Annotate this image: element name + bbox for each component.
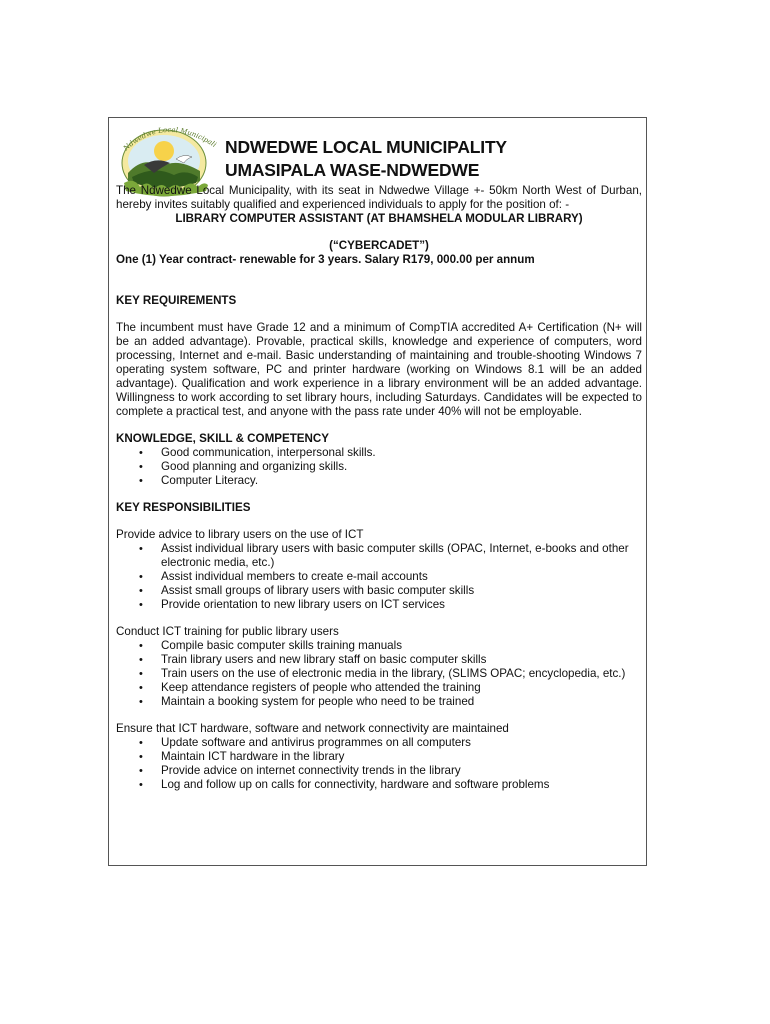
list-item: • Assist individual members to create e-mail accounts bbox=[161, 570, 642, 584]
key-responsibilities-heading: KEY RESPONSIBILITIES bbox=[116, 501, 251, 514]
list-item: • Train users on the use of electronic media in the library, (SLIMS OPAC; encyclopedia, etc.) bbox=[161, 667, 642, 681]
document-body bbox=[116, 184, 642, 792]
responsibility-section-intro: Conduct ICT training for public library users bbox=[116, 625, 339, 638]
list-item: • Log and follow up on calls for connectivity, hardware and software problems bbox=[161, 778, 642, 792]
key-requirements-text: The incumbent must have Grade 12 and a minimum of CompTIA accredited A+ Certification (N+ will be an added advantage). Provable, practical skills, knowledge and experience of computers, word processing, Internet and e-mail. Basic understanding of maintaining and trouble-shooting Windows 7 operating system software, PC and printer hardware (working on Windows 8.1 will be an added advantage). Qualification and work experience in a library environment will be an added advantage. Willingness to work according to set library hours, including Saturdays. Candidates will be expected to complete a practical test, and anyone with the pass rate under 40% will not be employable. bbox=[116, 321, 642, 418]
page-subtitle: UMASIPALA WASE-NDWEDWE bbox=[225, 160, 480, 180]
list-item: • Provide advice on internet connectivity trends in the library bbox=[161, 764, 642, 778]
position-nickname: (“CYBERCADET”) bbox=[329, 239, 429, 252]
responsibility-list bbox=[116, 639, 642, 709]
list-item: • Good communication, interpersonal skills. bbox=[161, 446, 642, 460]
position-title: LIBRARY COMPUTER ASSISTANT (AT BHAMSHELA MODULAR LIBRARY) bbox=[175, 212, 583, 225]
list-item: • Maintain ICT hardware in the library bbox=[161, 750, 642, 764]
list-item: • Train library users and new library staff on basic computer skills bbox=[161, 653, 642, 667]
list-item: • Compile basic computer skills training manuals bbox=[161, 639, 642, 653]
list-item: • Good planning and organizing skills. bbox=[161, 460, 642, 474]
list-item: • Computer Literacy. bbox=[161, 474, 642, 488]
responsibility-list bbox=[116, 736, 642, 792]
list-item: • Update software and antivirus programmes on all computers bbox=[161, 736, 642, 750]
list-item: • Assist small groups of library users with basic computer skills bbox=[161, 584, 642, 598]
list-item: • Provide orientation to new library users on ICT services bbox=[161, 598, 642, 612]
list-item: • Assist individual library users with basic computer skills (OPAC, Internet, e-books and other electronic media, etc.) bbox=[161, 542, 642, 570]
list-item: • Keep attendance registers of people who attended the training bbox=[161, 681, 642, 695]
list-item: • Maintain a booking system for people who need to be trained bbox=[161, 695, 642, 709]
knowledge-heading: KNOWLEDGE, SKILL & COMPETENCY bbox=[116, 432, 329, 445]
knowledge-list bbox=[116, 446, 642, 488]
intro-text: The Ndwedwe Local Municipality, with its seat in Ndwedwe Village +- 50km North West of Durban, hereby invites suitably qualified and experienced individuals to apply for the position of: - bbox=[116, 184, 642, 211]
key-requirements-heading: KEY REQUIREMENTS bbox=[116, 294, 237, 307]
svg-text:Ndwedwe Local Municipality: Ndwedwe Local Municipali bbox=[122, 125, 218, 153]
responsibility-section-intro: Provide advice to library users on the use of ICT bbox=[116, 528, 364, 541]
responsibility-list bbox=[116, 542, 642, 612]
responsibility-section-intro: Ensure that ICT hardware, software and network connectivity are maintained bbox=[116, 722, 509, 735]
page-title: NDWEDWE LOCAL MUNICIPALITY bbox=[225, 137, 507, 157]
contract-terms: One (1) Year contract- renewable for 3 years. Salary R179, 000.00 per annum bbox=[116, 253, 535, 266]
